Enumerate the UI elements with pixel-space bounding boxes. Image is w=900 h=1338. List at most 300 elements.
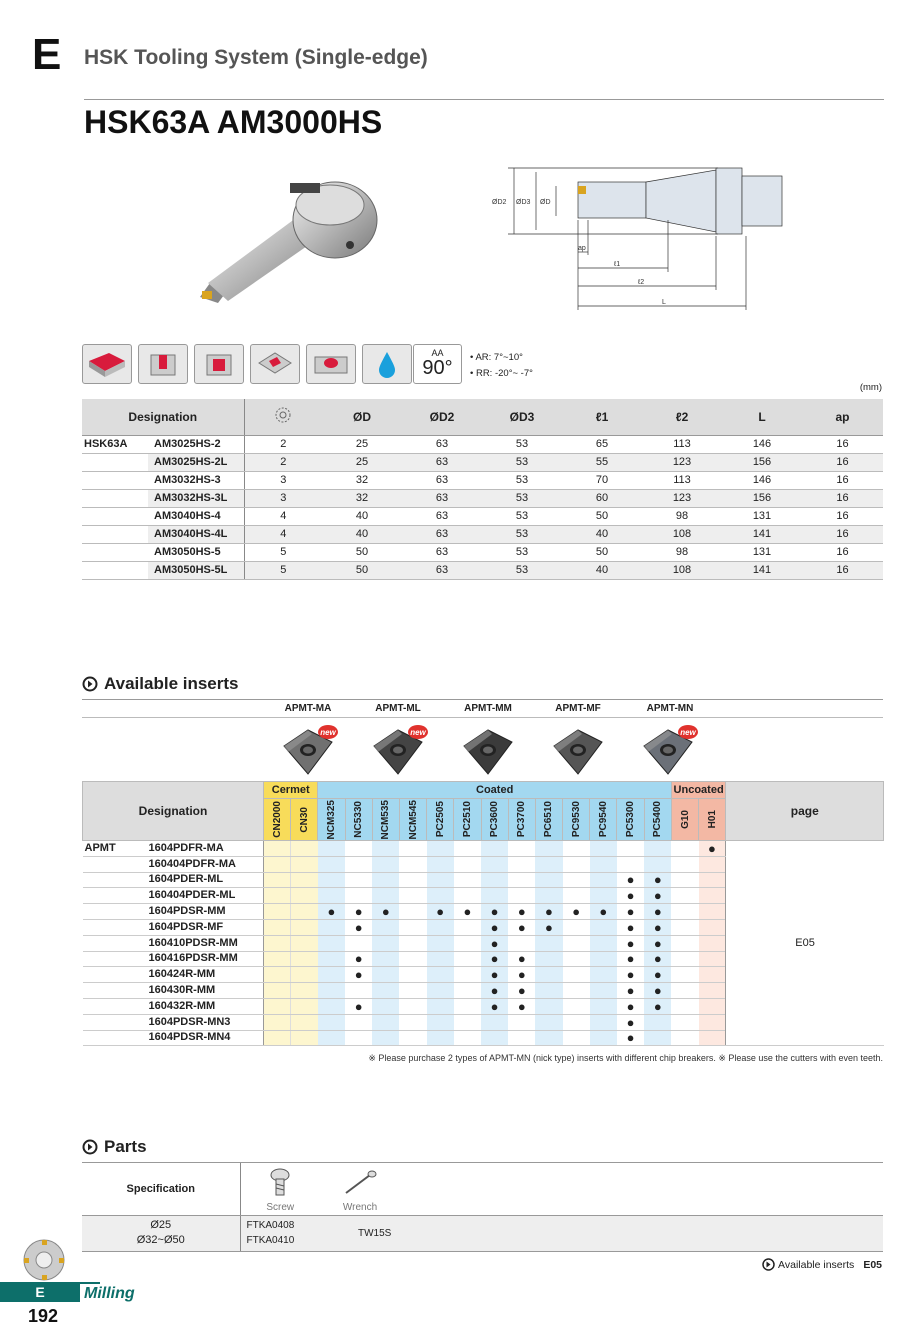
- availability-dot: ●: [490, 983, 499, 999]
- value-cell: 50: [322, 543, 402, 561]
- availability-cell: [508, 919, 535, 935]
- grade-header: [535, 799, 562, 841]
- availability-cell: [590, 841, 617, 857]
- availability-cell: [454, 919, 481, 935]
- value-cell: 113: [642, 435, 722, 453]
- availability-cell: [427, 983, 454, 999]
- availability-cell: [481, 1014, 508, 1030]
- grade-label: PC3600: [489, 801, 501, 838]
- availability-cell: [481, 888, 508, 904]
- value-cell: 5: [244, 543, 322, 561]
- availability-cell: [372, 872, 399, 888]
- unit-label: (mm): [859, 382, 882, 393]
- value-cell: 50: [562, 507, 642, 525]
- designation-header: Designation: [82, 399, 244, 435]
- availability-dot: ●: [653, 904, 662, 920]
- d3-header: ØD3: [482, 399, 562, 435]
- ap-header: ap: [802, 399, 883, 435]
- availability-cell: [563, 967, 590, 983]
- value-cell: 5: [244, 561, 322, 579]
- availability-cell: [399, 951, 426, 967]
- availability-cell: [427, 904, 454, 920]
- availability-cell: [264, 998, 291, 1014]
- value-cell: 16: [802, 525, 883, 543]
- availability-cell: [291, 967, 318, 983]
- availability-cell: [563, 904, 590, 920]
- availability-cell: [617, 888, 644, 904]
- designation-cell: AM3050HS-5L: [148, 561, 244, 579]
- availability-cell: [508, 967, 535, 983]
- value-cell: 2: [244, 453, 322, 471]
- page-header: page: [726, 782, 884, 841]
- wrench-column: [320, 1163, 400, 1215]
- availability-cell: [291, 904, 318, 920]
- availability-cell: [644, 1030, 671, 1046]
- teeth-icon: [274, 406, 292, 424]
- availability-cell: [563, 951, 590, 967]
- grade-header: [318, 799, 345, 841]
- availability-dot: ●: [463, 904, 472, 920]
- availability-dot: ●: [626, 951, 635, 967]
- insert-code: 160404PDFR-MA: [149, 856, 264, 872]
- availability-dot: ●: [517, 967, 526, 983]
- value-cell: 32: [322, 489, 402, 507]
- availability-cell: [427, 1030, 454, 1046]
- grade-header: [508, 799, 535, 841]
- availability-cell: [454, 1030, 481, 1046]
- availability-dot: ●: [490, 967, 499, 983]
- availability-cell: [699, 904, 726, 920]
- availability-cell: [291, 841, 318, 857]
- availability-cell: [563, 872, 590, 888]
- group-cell: [82, 561, 148, 579]
- availability-cell: [699, 919, 726, 935]
- value-cell: 63: [402, 435, 482, 453]
- availability-cell: [535, 1030, 562, 1046]
- value-cell: 50: [562, 543, 642, 561]
- length-header: L: [722, 399, 802, 435]
- angle-notes: [470, 350, 533, 382]
- availability-cell: [454, 1014, 481, 1030]
- availability-cell: [399, 998, 426, 1014]
- availability-cell: [563, 1030, 590, 1046]
- availability-cell: [699, 872, 726, 888]
- available-inserts-heading: [82, 674, 239, 694]
- availability-cell: [590, 951, 617, 967]
- availability-cell: [264, 841, 291, 857]
- availability-cell: [699, 935, 726, 951]
- value-cell: 40: [322, 525, 402, 543]
- group-cell: [82, 471, 148, 489]
- availability-cell: [399, 841, 426, 857]
- availability-cell: [427, 841, 454, 857]
- availability-dot: ●: [490, 904, 499, 920]
- availability-cell: [427, 856, 454, 872]
- availability-cell: [291, 983, 318, 999]
- availability-dot: ●: [436, 904, 445, 920]
- value-cell: 16: [802, 435, 883, 453]
- value-cell: 40: [322, 507, 402, 525]
- value-cell: 98: [642, 507, 722, 525]
- value-cell: 50: [322, 561, 402, 579]
- l2-header: ℓ2: [642, 399, 722, 435]
- availability-cell: [372, 841, 399, 857]
- availability-cell: [318, 998, 345, 1014]
- availability-cell: [318, 1030, 345, 1046]
- availability-cell: [590, 998, 617, 1014]
- availability-cell: [481, 998, 508, 1014]
- availability-cell: [345, 967, 372, 983]
- insert-code: 1604PDSR-MM: [149, 904, 264, 920]
- insert-code: 160424R-MM: [149, 967, 264, 983]
- availability-cell: [372, 904, 399, 920]
- screw-values: [240, 1215, 320, 1251]
- availability-cell: [671, 998, 698, 1014]
- availability-cell: [427, 998, 454, 1014]
- designation-cell: AM3040HS-4L: [148, 525, 244, 543]
- availability-dot: ●: [626, 872, 635, 888]
- value-cell: 63: [402, 489, 482, 507]
- availability-cell: [427, 967, 454, 983]
- group-cell: [82, 453, 148, 471]
- availability-dot: ●: [626, 904, 635, 920]
- value-cell: 3: [244, 489, 322, 507]
- availability-cell: [699, 841, 726, 857]
- availability-cell: [563, 841, 590, 857]
- coolant-icon: [362, 344, 412, 384]
- designation-cell: AM3032HS-3L: [148, 489, 244, 507]
- wrench-icon: [340, 1167, 380, 1199]
- availability-dot: ●: [381, 904, 390, 920]
- availability-cell: [399, 904, 426, 920]
- availability-cell: [617, 904, 644, 920]
- availability-dot: ●: [653, 983, 662, 999]
- insert-code: 160430R-MM: [149, 983, 264, 999]
- availability-cell: [671, 904, 698, 920]
- new-badge-text: new: [410, 728, 426, 737]
- availability-cell: [264, 935, 291, 951]
- spec-row: [82, 453, 883, 471]
- availability-dot: ●: [354, 967, 363, 983]
- availability-cell: [590, 904, 617, 920]
- availability-cell: [318, 967, 345, 983]
- availability-cell: [508, 841, 535, 857]
- value-cell: 141: [722, 525, 802, 543]
- availability-cell: [481, 951, 508, 967]
- availability-cell: [671, 1030, 698, 1046]
- value-cell: 53: [482, 561, 562, 579]
- availability-cell: [481, 841, 508, 857]
- availability-cell: [318, 872, 345, 888]
- value-cell: 63: [402, 525, 482, 543]
- availability-cell: [590, 983, 617, 999]
- shoulder-milling-icon: [82, 344, 132, 384]
- drawing-label: ap: [578, 245, 586, 252]
- availability-cell: [291, 935, 318, 951]
- availability-cell: [617, 967, 644, 983]
- availability-cell: [508, 998, 535, 1014]
- screw-icon: [265, 1167, 295, 1199]
- availability-cell: [399, 872, 426, 888]
- group-cell: [83, 935, 149, 951]
- availability-cell: [372, 967, 399, 983]
- availability-dot: ●: [490, 998, 499, 1014]
- availability-cell: [264, 951, 291, 967]
- value-cell: 55: [562, 453, 642, 471]
- parts-heading: [82, 1137, 147, 1157]
- availability-cell: [318, 841, 345, 857]
- value-cell: 40: [562, 561, 642, 579]
- insert-code: 160404PDER-ML: [149, 888, 264, 904]
- group-cell: [83, 983, 149, 999]
- availability-cell: [454, 951, 481, 967]
- drawing-label: ØD2: [492, 199, 507, 206]
- availability-cell: [508, 1030, 535, 1046]
- availability-cell: [535, 872, 562, 888]
- value-cell: 141: [722, 561, 802, 579]
- availability-cell: [671, 856, 698, 872]
- availability-cell: [699, 983, 726, 999]
- designation-cell: AM3025HS-2L: [148, 453, 244, 471]
- new-badge: [408, 725, 428, 739]
- insert-image: [458, 722, 518, 780]
- availability-cell: [427, 935, 454, 951]
- availability-cell: [481, 1030, 508, 1046]
- spec-row: [82, 561, 883, 579]
- value-cell: 131: [722, 507, 802, 525]
- category-label: Milling: [84, 1285, 135, 1302]
- availability-cell: [508, 935, 535, 951]
- grade-label: PC5400: [652, 801, 664, 838]
- availability-cell: [563, 856, 590, 872]
- availability-cell: [372, 998, 399, 1014]
- value-cell: 123: [642, 489, 722, 507]
- availability-cell: [617, 856, 644, 872]
- availability-cell: [264, 1014, 291, 1030]
- availability-cell: [508, 1014, 535, 1030]
- insert-image: [638, 722, 698, 780]
- availability-cell: [345, 951, 372, 967]
- section-title: HSK Tooling System (Single-edge): [84, 46, 428, 69]
- d2-header: ØD2: [402, 399, 482, 435]
- availability-cell: [399, 888, 426, 904]
- availability-dot: ●: [599, 904, 608, 920]
- value-cell: 16: [802, 453, 883, 471]
- availability-cell: [617, 998, 644, 1014]
- availability-cell: [454, 983, 481, 999]
- insert-label: APMT-MM: [464, 703, 512, 714]
- availability-cell: [671, 967, 698, 983]
- grade-label: CN30: [298, 806, 310, 833]
- availability-cell: [535, 856, 562, 872]
- designation-cell: AM3025HS-2: [148, 435, 244, 453]
- value-cell: 63: [402, 507, 482, 525]
- availability-cell: [508, 951, 535, 967]
- value-cell: 146: [722, 471, 802, 489]
- availability-cell: [535, 967, 562, 983]
- availability-cell: [345, 841, 372, 857]
- value-cell: 53: [482, 489, 562, 507]
- approach-angle-box: [413, 344, 462, 384]
- availability-cell: [345, 998, 372, 1014]
- availability-cell: [671, 935, 698, 951]
- availability-cell: [454, 998, 481, 1014]
- group-cell: [83, 919, 149, 935]
- availability-cell: [345, 904, 372, 920]
- availability-cell: [454, 935, 481, 951]
- availability-dot: ●: [517, 998, 526, 1014]
- availability-dot: ●: [490, 935, 499, 951]
- availability-cell: [454, 888, 481, 904]
- availability-cell: [264, 983, 291, 999]
- teeth-header: [244, 399, 322, 435]
- availability-cell: [563, 998, 590, 1014]
- grade-label: NCM535: [380, 799, 392, 840]
- availability-cell: [318, 904, 345, 920]
- availability-cell: [399, 935, 426, 951]
- availability-dot: ●: [653, 951, 662, 967]
- value-cell: 63: [402, 471, 482, 489]
- availability-cell: [590, 935, 617, 951]
- availability-cell: [590, 888, 617, 904]
- availability-cell: [427, 1014, 454, 1030]
- insert-image: [368, 722, 428, 780]
- availability-cell: [535, 904, 562, 920]
- availability-cell: [372, 856, 399, 872]
- grade-label: PC5300: [625, 801, 637, 838]
- availability-cell: [372, 919, 399, 935]
- value-cell: 108: [642, 525, 722, 543]
- availability-cell: [671, 841, 698, 857]
- insert-label: APMT-MN: [646, 703, 694, 714]
- availability-cell: [345, 983, 372, 999]
- availability-cell: [508, 983, 535, 999]
- group-cell: [83, 1014, 149, 1030]
- availability-cell: [372, 951, 399, 967]
- parts-title: Parts: [104, 1137, 147, 1156]
- arrow-circle-icon: [82, 676, 98, 692]
- group-cell: [83, 888, 149, 904]
- insert-row: [83, 841, 884, 857]
- arrow-circle-icon: [762, 1258, 775, 1271]
- availability-cell: [481, 935, 508, 951]
- availability-dot: ●: [626, 919, 635, 935]
- value-cell: 16: [802, 561, 883, 579]
- availability-cell: [590, 967, 617, 983]
- availability-cell: [291, 888, 318, 904]
- value-cell: 53: [482, 453, 562, 471]
- drawing-label: L: [662, 299, 666, 306]
- spec-header: Specification: [82, 1163, 240, 1215]
- availability-cell: [318, 919, 345, 935]
- availability-dot: ●: [572, 904, 581, 920]
- availability-cell: [399, 1030, 426, 1046]
- grade-label: PC6510: [543, 801, 555, 838]
- availability-cell: [590, 1030, 617, 1046]
- grade-header: [644, 799, 671, 841]
- availability-cell: [644, 841, 671, 857]
- grade-label: NCM325: [325, 799, 337, 840]
- group-cell: APMT: [83, 841, 149, 857]
- value-cell: 32: [322, 471, 402, 489]
- availability-dot: ●: [708, 840, 716, 856]
- value-cell: 16: [802, 489, 883, 507]
- availability-cell: [535, 1014, 562, 1030]
- availability-cell: [508, 872, 535, 888]
- value-cell: 146: [722, 435, 802, 453]
- availability-cell: [644, 967, 671, 983]
- availability-cell: [617, 1014, 644, 1030]
- availability-cell: [291, 1030, 318, 1046]
- availability-cell: [563, 1014, 590, 1030]
- availability-dot: ●: [626, 935, 635, 951]
- availability-cell: [617, 1030, 644, 1046]
- spec-value: Ø32~Ø50: [136, 1234, 185, 1246]
- availability-cell: [454, 967, 481, 983]
- value-cell: 113: [642, 471, 722, 489]
- availability-cell: [508, 856, 535, 872]
- axial-rake-note: • AR: 7°~10°: [470, 352, 523, 363]
- availability-dot: ●: [490, 951, 499, 967]
- availability-dot: ●: [626, 1014, 635, 1030]
- drawing-label: ℓ2: [638, 279, 645, 286]
- value-cell: 98: [642, 543, 722, 561]
- availability-cell: [535, 841, 562, 857]
- insert-code: 1604PDSR-MN4: [149, 1030, 264, 1046]
- availability-cell: [671, 1014, 698, 1030]
- wrench-label: Wrench: [342, 1201, 378, 1213]
- uncoated-header: Uncoated: [671, 782, 725, 799]
- available-inserts-link[interactable]: [762, 1258, 882, 1271]
- availability-dot: ●: [354, 919, 363, 935]
- value-cell: 16: [802, 543, 883, 561]
- availability-cell: [454, 856, 481, 872]
- value-cell: 25: [322, 435, 402, 453]
- value-cell: 4: [244, 507, 322, 525]
- grade-label: PC2505: [434, 801, 446, 838]
- grade-header: [427, 799, 454, 841]
- grade-label: PC9540: [597, 801, 609, 838]
- value-cell: 3: [244, 471, 322, 489]
- availability-cell: [644, 904, 671, 920]
- availability-cell: [481, 919, 508, 935]
- availability-cell: [454, 841, 481, 857]
- availability-dot: ●: [626, 983, 635, 999]
- insert-type-labels: [82, 700, 883, 716]
- value-cell: 16: [802, 507, 883, 525]
- availability-cell: [481, 967, 508, 983]
- slotting-icon: [138, 344, 188, 384]
- value-cell: 4: [244, 525, 322, 543]
- spec-row: [82, 435, 883, 453]
- availability-cell: [399, 1014, 426, 1030]
- grade-header: [699, 799, 726, 841]
- availability-cell: [508, 888, 535, 904]
- insert-code: 160432R-MM: [149, 998, 264, 1014]
- availability-cell: [291, 998, 318, 1014]
- spec-values: [82, 1215, 240, 1251]
- designation-cell: AM3040HS-4: [148, 507, 244, 525]
- grade-header: [563, 799, 590, 841]
- link-text: Available inserts: [778, 1258, 855, 1271]
- grade-label: PC9530: [570, 801, 582, 838]
- availability-cell: [264, 888, 291, 904]
- value-cell: 53: [482, 507, 562, 525]
- availability-dot: ●: [653, 888, 662, 904]
- grade-header: [372, 799, 399, 841]
- screw-value: FTKA0408: [246, 1220, 295, 1231]
- availability-dot: ●: [653, 872, 662, 888]
